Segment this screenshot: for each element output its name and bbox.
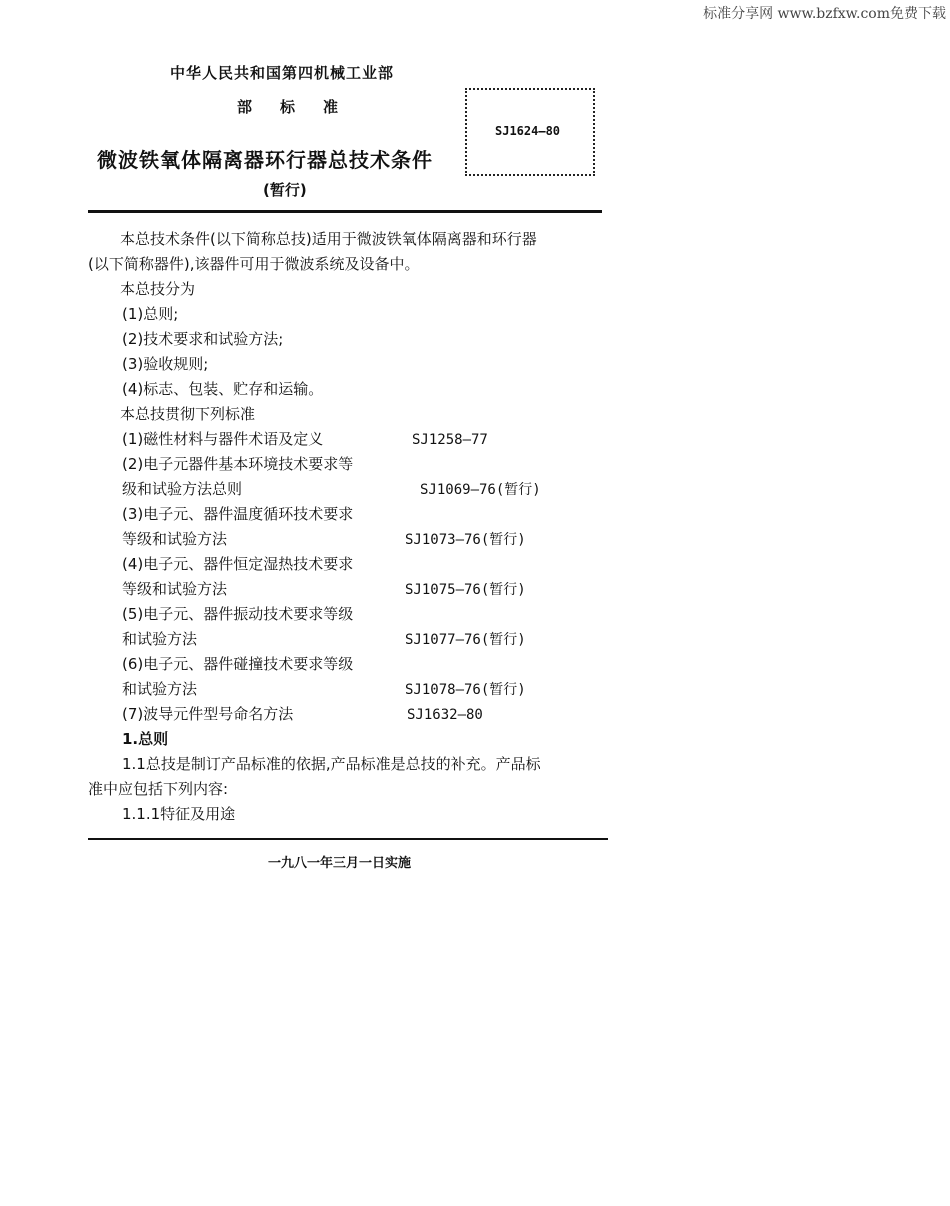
parts-heading: 本总技分为 — [120, 280, 196, 298]
section-1-1-line-1: 1.1总技是制订产品标准的依据,产品标准是总技的补充。产品标 — [122, 755, 541, 773]
effective-date: 一九八一年三月一日实施 — [268, 856, 412, 871]
ref-6-line-2: 和试验方法 — [122, 680, 198, 698]
ref-5-line-2: 和试验方法 — [122, 630, 198, 648]
parts-item: (2)技术要求和试验方法; — [122, 330, 284, 348]
ref-6-code: SJ1078—76(暂行) — [405, 682, 526, 698]
ref-6-line-1: (6)电子元、器件碰撞技术要求等级 — [122, 655, 354, 673]
ref-2-line-2: 级和试验方法总则 — [122, 480, 243, 498]
watermark-text: 标准分享网 www.bzfxw.com免费下载 — [703, 6, 946, 22]
standard-type: 部标准 — [237, 98, 367, 116]
ref-3-line-1: (3)电子元、器件温度循环技术要求 — [122, 505, 354, 523]
ref-7-code: SJ1632—80 — [407, 707, 483, 723]
parts-item: (1)总则; — [122, 305, 179, 323]
section-1-1-1: 1.1.1特征及用途 — [122, 805, 236, 823]
ref-2-code: SJ1069—76(暂行) — [420, 482, 541, 498]
ref-4-code: SJ1075—76(暂行) — [405, 582, 526, 598]
document-title: 微波铁氧体隔离器环行器总技术条件 — [97, 148, 433, 172]
section-1-heading: 1.总则 — [122, 730, 169, 748]
header-divider — [88, 210, 602, 213]
ref-4-line-1: (4)电子元、器件恒定湿热技术要求 — [122, 555, 354, 573]
ref-5-code: SJ1077—76(暂行) — [405, 632, 526, 648]
intro-line-1: 本总技术条件(以下简称总技)适用于微波铁氧体隔离器和环行器 — [120, 230, 537, 248]
standard-code-box — [465, 88, 595, 176]
section-1-1-line-2: 准中应包括下列内容: — [88, 780, 229, 798]
ministry-name: 中华人民共和国第四机械工业部 — [170, 64, 395, 82]
refs-heading: 本总技贯彻下列标准 — [120, 405, 256, 423]
intro-line-2: (以下简称器件),该器件可用于微波系统及设备中。 — [88, 255, 420, 273]
ref-3-line-2: 等级和试验方法 — [122, 530, 228, 548]
ref-4-line-2: 等级和试验方法 — [122, 580, 228, 598]
standard-code: SJ1624—80 — [495, 124, 561, 138]
ref-7-text: (7)波导元件型号命名方法 — [122, 705, 294, 723]
ref-2-line-1: (2)电子元器件基本环境技术要求等 — [122, 455, 354, 473]
parts-item: (3)验收规则; — [122, 355, 209, 373]
document-status: (暂行) — [263, 181, 307, 199]
ref-3-code: SJ1073—76(暂行) — [405, 532, 526, 548]
ref-1-code: SJ1258—77 — [412, 432, 488, 448]
ref-1-text: (1)磁性材料与器件术语及定义 — [122, 430, 324, 448]
parts-item: (4)标志、包装、贮存和运输。 — [122, 380, 324, 398]
footer-divider — [88, 838, 608, 840]
ref-5-line-1: (5)电子元、器件振动技术要求等级 — [122, 605, 354, 623]
